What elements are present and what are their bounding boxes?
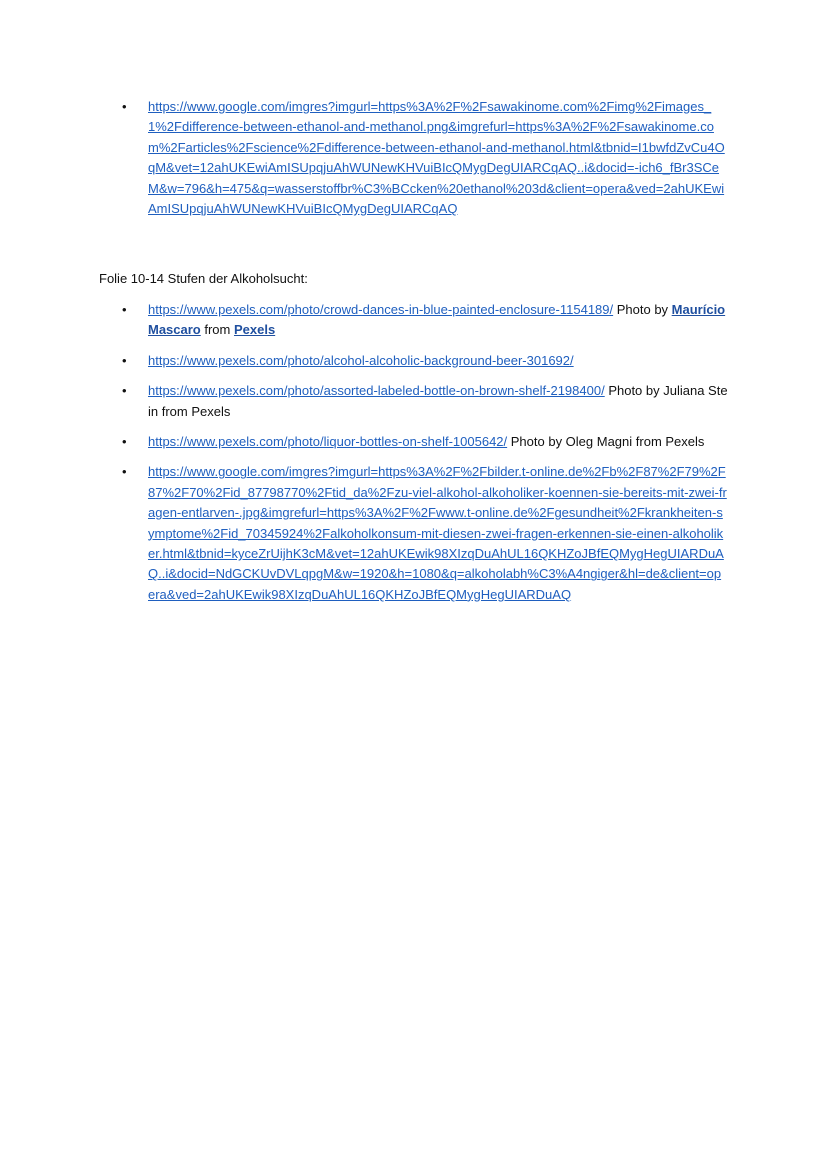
bullet-marker: • [122, 434, 127, 450]
list-item-body [148, 432, 728, 452]
list-item-body [148, 381, 728, 422]
list-item [0, 300, 828, 341]
credit-text: from [200, 322, 234, 338]
list-item [0, 97, 828, 219]
list-item-body [148, 97, 728, 219]
reference-link[interactable]: https://www.pexels.com/photo/assorted-labeled-bottle-on-brown-shelf-2198400/ [148, 383, 605, 399]
reference-link[interactable]: https://www.pexels.com/photo/liquor-bottles-on-shelf-1005642/ [148, 434, 508, 450]
bullet-marker: • [122, 352, 127, 368]
list-item-body [148, 351, 728, 371]
reference-list-1 [0, 97, 828, 229]
reference-link[interactable]: https://www.google.com/imgres?imgurl=https%3A%2F%2Fsawakinome.com%2Fimg%2Fimages_1%2Fdifference-between-ethanol-and-methanol.png&imgrefurl=https%3A%2F%2Fsawakinome.com%2Farticles%2Fscience%2Fdifference-between-ethanol-and-methanol.html&tbnid=I1bwfdZvCu4OqM&vet=12ahUKEwiAmISUpqjuAhWUNewKHVuiBIcQMygDegUIARCqAQ..i&docid=-ich6_fBr3SCeM&w=796&h=475&q=wasserstoffbr%C3%BCcken%20ethanol%203d&client=opera&ved=2ahUKEwiAmISUpqjuAhWUNewKHVuiBIcQMygDegUIARCqAQ [148, 99, 725, 217]
credit-text: Photo by Oleg Magni from Pexels [507, 434, 705, 450]
source-link[interactable]: Pexels [233, 322, 276, 338]
reference-link[interactable]: https://www.pexels.com/photo/alcohol-alcoholic-background-beer-301692/ [148, 352, 574, 368]
author-link[interactable]: Maurício Mascaro [148, 302, 726, 338]
section-heading: Folie 10-14 Stufen der Alkoholsucht: [99, 271, 308, 286]
credit-text: Photo by Juliana Stein from Pexels [148, 383, 728, 419]
reference-link[interactable]: https://www.pexels.com/photo/crowd-dances-in-blue-painted-enclosure-1154189/ [148, 302, 614, 317]
bullet-marker: • [122, 302, 127, 317]
list-item [0, 432, 828, 452]
list-item-body [148, 300, 728, 341]
reference-link[interactable]: https://www.google.com/imgres?imgurl=https%3A%2F%2Fbilder.t-online.de%2Fb%2F87%2F79%2F87%2F70%2Fid_87798770%2Ftid_da%2Fzu-viel-alkohol-alkoholiker-koennen-sie-bereits-mit-zwei-fragen-entlarven-.jpg&imgrefurl=https%3A%2F%2Fwww.t-online.de%2Fgesundheit%2Fkrankheiten-symptome%2Fid_70345924%2Falkoholkonsum-mit-diesen-zwei-fragen-erkennen-sie-einen-alkoholiker.html&tbnid=kyceZrUijhK3cM&vet=12ahUKEwik98XIzqDuAhUL16QKHZoJBfEQMygHegUIARDuAQ..i&docid=NdGCKUvDVLqpgM&w=1920&h=1080&q=alkoholabh%C3%A4ngiger&hl=de&client=opera&ved=2ahUKEwik98XIzqDuAhUL16QKHZoJBfEQMygHegUIARDuAQ [148, 464, 727, 602]
list-item [0, 351, 828, 371]
bullet-marker: • [122, 383, 127, 399]
list-item-body [148, 462, 728, 605]
list-item [0, 462, 828, 605]
reference-list-2 [0, 300, 828, 615]
list-item [0, 381, 828, 422]
bullet-marker: • [122, 464, 127, 480]
bullet-marker: • [122, 99, 127, 114]
credit-text: Photo by [613, 302, 672, 317]
